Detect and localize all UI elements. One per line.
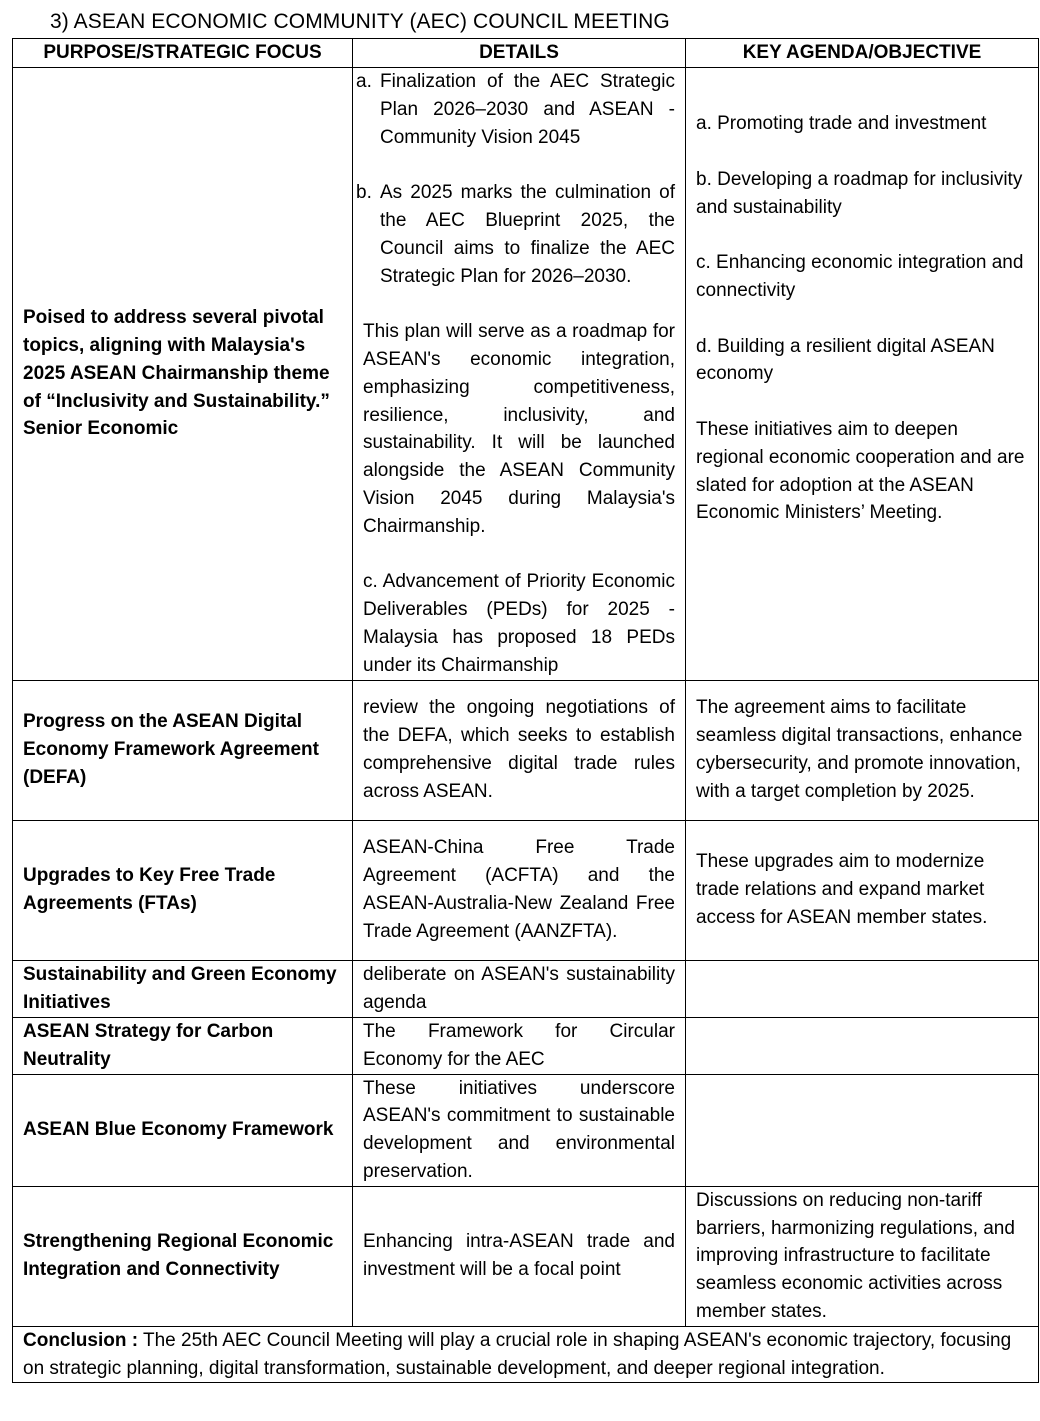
table-row	[13, 1074, 1039, 1186]
agenda-item-c: c. Enhancing economic integration and connectivity	[696, 252, 1024, 302]
agenda-cell: These upgrades aim to modernize trade relations and expand market access for ASEAN member states.	[686, 820, 1039, 960]
header-agenda: KEY AGENDA/OBJECTIVE	[686, 39, 1039, 68]
details-item-b	[356, 179, 675, 290]
details-cell: These initiatives underscore ASEAN's commitment to sustainable development and environmental preservation.	[353, 1074, 686, 1186]
agenda-cell	[686, 960, 1039, 1017]
aec-council-table	[12, 38, 1039, 1383]
agenda-item-b: b. Developing a roadmap for inclusivity and sustainability	[696, 168, 1023, 218]
table-row	[13, 1017, 1039, 1074]
agenda-cell	[686, 1074, 1039, 1186]
agenda-cell	[686, 1017, 1039, 1074]
agenda-item-d: d. Building a resilient digital ASEAN economy	[696, 335, 995, 385]
details-item-a	[356, 68, 675, 151]
item-text: As 2025 marks the culmination of the AEC Blueprint 2025, the Council aims to finalize the AEC Strategic Plan for 2026–2030.	[380, 182, 675, 287]
item-marker: a.	[356, 71, 372, 92]
conclusion-text: The 25th AEC Council Meeting will play a crucial role in shaping ASEAN's economic trajectory, focusing on strategic planning, digital transformation, sustainable development, and deeper regional integration.	[23, 1329, 1012, 1379]
details-cell: review the ongoing negotiations of the DEFA, which seeks to establish comprehensive digital trade rules across ASEAN.	[353, 680, 686, 820]
details-cell: The Framework for Circular Economy for the AEC	[353, 1017, 686, 1074]
purpose-text: Poised to address several pivotal topics, aligning with Malaysia's 2025 ASEAN Chairmanship theme of “Inclusivity and Sustainability.” Senior Economic	[23, 307, 330, 440]
purpose-cell: Strengthening Regional Economic Integration and Connectivity	[13, 1186, 353, 1326]
details-cell: deliberate on ASEAN's sustainability agenda	[353, 960, 686, 1017]
table-row	[13, 820, 1039, 960]
conclusion-cell	[13, 1326, 1039, 1383]
conclusion-label: Conclusion :	[23, 1329, 139, 1351]
details-cell	[353, 68, 686, 681]
purpose-cell: Sustainability and Green Economy Initiatives	[13, 960, 353, 1017]
header-details: DETAILS	[353, 39, 686, 68]
purpose-cell: Progress on the ASEAN Digital Economy Framework Agreement (DEFA)	[13, 680, 353, 820]
item-text: Finalization of the AEC Strategic Plan 2026–2030 and ASEAN - Community Vision 2045	[380, 71, 675, 148]
table-row	[13, 68, 1039, 681]
agenda-cell	[686, 68, 1039, 681]
details-item-c: c. Advancement of Priority Economic Deliverables (PEDs) for 2025 - Malaysia has proposed 18 PEDs under its Chairmanship	[363, 571, 675, 676]
purpose-cell: ASEAN Blue Economy Framework	[13, 1074, 353, 1186]
item-marker: b.	[356, 182, 372, 204]
agenda-summary: These initiatives aim to deepen regional economic cooperation and are slated for adoption at the ASEAN Economic Ministers’ Meeting.	[696, 419, 1025, 524]
details-cell: Enhancing intra-ASEAN trade and investment will be a focal point	[353, 1186, 686, 1326]
agenda-cell: The agreement aims to facilitate seamless digital transactions, enhance cybersecurity, and promote innovation, with a target completion by 2025.	[686, 680, 1039, 820]
details-plan-paragraph: This plan will serve as a roadmap for ASEAN's economic integration, emphasizing competitiveness, resilience, inclusivity, and sustainability. It will be launched alongside the ASEAN Community Vision 2045 during Malaysia's Chairmanship.	[363, 321, 675, 537]
agenda-cell: Discussions on reducing non-tariff barriers, harmonizing regulations, and improving infrastructure to facilitate seamless economic activities across member states.	[686, 1186, 1039, 1326]
table-row	[13, 960, 1039, 1017]
table-row	[13, 1186, 1039, 1326]
details-cell: ASEAN-China Free Trade Agreement (ACFTA) and the ASEAN-Australia-New Zealand Free Trade Agreement (AANZFTA).	[353, 820, 686, 960]
table-row	[13, 680, 1039, 820]
purpose-cell	[13, 68, 353, 681]
section-title: 3) ASEAN ECONOMIC COMMUNITY (AEC) COUNCIL MEETING	[50, 10, 670, 33]
purpose-cell: Upgrades to Key Free Trade Agreements (FTAs)	[13, 820, 353, 960]
purpose-cell: ASEAN Strategy for Carbon Neutrality	[13, 1017, 353, 1074]
table-header-row	[13, 39, 1039, 68]
conclusion-row	[13, 1326, 1039, 1383]
agenda-item-a: a. Promoting trade and investment	[696, 113, 987, 135]
header-purpose: PURPOSE/STRATEGIC FOCUS	[13, 39, 353, 68]
